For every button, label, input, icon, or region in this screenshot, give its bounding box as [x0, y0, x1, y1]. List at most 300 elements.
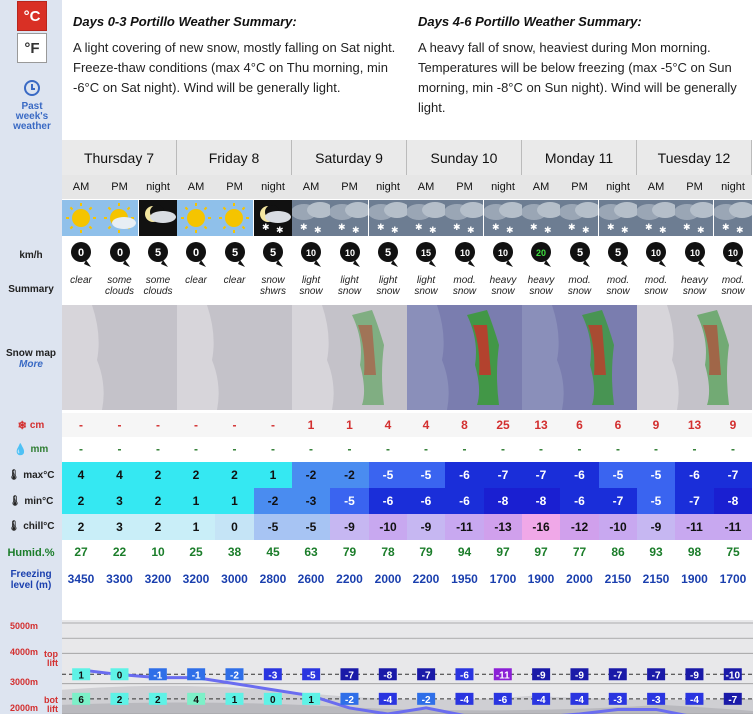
- period-header: PM: [215, 175, 254, 199]
- snow-cm-cell: -: [100, 413, 139, 437]
- max-temp-cell: -7: [522, 462, 560, 488]
- period-header: AM: [62, 175, 100, 199]
- past-weather-link[interactable]: Past week's weather: [13, 101, 51, 132]
- bot-lift-temp-marker-label: 0: [270, 694, 276, 706]
- top-lift-temp-marker-label: -1: [191, 670, 201, 682]
- svg-text:✱: ✱: [377, 222, 385, 232]
- chill-temp-cell: -11: [675, 514, 714, 540]
- day-header: Sunday 10: [407, 140, 522, 175]
- svg-text:✱: ✱: [453, 222, 461, 232]
- rain-mm-cell: -: [675, 437, 714, 461]
- period-header: night: [139, 175, 177, 199]
- max-temp-cell: -5: [637, 462, 675, 488]
- snow-cm-cell: 1: [330, 413, 369, 437]
- bot-lift-temp-marker-label: 1: [308, 694, 314, 706]
- freezing-level-cell: 2200: [407, 567, 445, 591]
- rain-mm-cell: -: [369, 437, 407, 461]
- day-header: Thursday 7: [62, 140, 177, 175]
- top-lift-temp-marker-label: -7: [345, 670, 354, 682]
- wind-speed-badge: [568, 240, 605, 272]
- freezing-level-cell: 2150: [599, 567, 637, 591]
- day-header: Saturday 9: [292, 140, 407, 175]
- bot-lift-temp-marker-label: 2: [155, 694, 161, 706]
- bot-lift-temp-marker-label: 4: [193, 694, 199, 706]
- svg-text:✱: ✱: [262, 222, 270, 232]
- wind-speed-badge: [683, 240, 720, 272]
- rain-mm-cell: -: [714, 437, 752, 461]
- bot-lift-temp-marker-label: -6: [498, 694, 508, 706]
- wind-speed-badge: [261, 240, 298, 272]
- rain-mm-cell: -: [484, 437, 522, 461]
- min-temp-cell: -6: [369, 488, 407, 514]
- top-lift-temp-marker-label: -1: [153, 670, 163, 682]
- svg-text:✱: ✱: [492, 222, 500, 232]
- svg-text:✱: ✱: [276, 225, 284, 235]
- bot-lift-temp-marker-label: -4: [689, 694, 699, 706]
- chill-temp-cell: -12: [560, 514, 599, 540]
- max-temp-cell: -2: [292, 462, 330, 488]
- svg-text:0: 0: [77, 247, 85, 259]
- chill-temp-cell: 2: [62, 514, 100, 540]
- humidity-cell: 79: [330, 540, 369, 564]
- summary-4-6-title: Days 4-6 Portillo Weather Summary:: [418, 14, 642, 29]
- bot-lift-label: bot lift: [44, 695, 58, 714]
- period-header: night: [369, 175, 407, 199]
- chill-temp-cell: -9: [637, 514, 675, 540]
- svg-text:✱: ✱: [683, 222, 691, 232]
- summary-0-3-text: A light covering of new snow, mostly falling on Sat night. Freeze-thaw conditions (max 4°C on Thu morning, min -6°C on Sat night). Wind will be generally light.: [73, 40, 396, 95]
- weather-summary-text: mod. snow: [644, 275, 668, 297]
- svg-text:✱: ✱: [736, 225, 744, 235]
- top-lift-label: top lift: [44, 649, 58, 668]
- wind-speed-badge: [299, 240, 336, 272]
- freezing-level-cell: 2800: [254, 567, 292, 591]
- rain-mm-cell: -: [330, 437, 369, 461]
- snow-map-label: Snow map: [5, 348, 56, 359]
- freezing-level-cell: 2000: [560, 567, 599, 591]
- humidity-cell: 10: [139, 540, 177, 564]
- max-temp-cell: 4: [100, 462, 139, 488]
- chill-temp-cell: -5: [292, 514, 330, 540]
- weather-summary-text: clear: [185, 275, 207, 286]
- max-temp-cell: -6: [675, 462, 714, 488]
- max-temp-cell: 1: [254, 462, 292, 488]
- bot-lift-temp-marker-label: 6: [78, 694, 84, 706]
- svg-text:0: 0: [116, 247, 123, 259]
- wind-speed-badge: [721, 240, 753, 272]
- weather-summary-text: snow shwrs: [259, 275, 287, 297]
- left-sidebar: [0, 0, 62, 714]
- chill-temp-cell: 3: [100, 514, 139, 540]
- wind-speed-badge: [184, 240, 221, 272]
- svg-text:10: 10: [344, 248, 355, 258]
- bot-lift-temp-marker-label: -4: [536, 694, 546, 706]
- top-lift-temp-marker-label: -9: [689, 670, 699, 682]
- weather-summary-text: light snow: [414, 275, 438, 297]
- bot-lift-temp-marker-label: -2: [345, 694, 354, 706]
- period-header: AM: [407, 175, 445, 199]
- max-temp-cell: 2: [139, 462, 177, 488]
- freezing-level-cell: 2150: [637, 567, 675, 591]
- humidity-cell: 78: [369, 540, 407, 564]
- humidity-cell: 79: [407, 540, 445, 564]
- svg-text:✱: ✱: [338, 222, 346, 232]
- sun-icon: [62, 200, 100, 236]
- summary-label: Summary: [8, 284, 54, 295]
- weather-summary-text: clear: [223, 275, 246, 286]
- min-temp-label: 🌡 min°C: [8, 496, 54, 507]
- cloud-snow-icon: [522, 200, 560, 236]
- celsius-button[interactable]: °C: [17, 1, 47, 31]
- humidity-cell: 63: [292, 540, 330, 564]
- svg-text:✱: ✱: [659, 225, 667, 235]
- weather-summary-text: light snow: [299, 275, 323, 297]
- cloud-snow-icon: [599, 200, 637, 236]
- rain-mm-cell: -: [445, 437, 484, 461]
- svg-text:5: 5: [576, 247, 583, 259]
- bot-lift-temp-marker-label: -3: [613, 694, 623, 706]
- max-temp-cell: 2: [215, 462, 254, 488]
- rain-mm-cell: -: [177, 437, 215, 461]
- weather-summary-text: mod. snow: [452, 275, 477, 297]
- weather-summary-text: mod. snow: [606, 275, 630, 297]
- chill-temp-cell: -16: [522, 514, 560, 540]
- weather-summary-text: clear: [70, 275, 92, 286]
- cloud-snow-icon: [675, 200, 714, 236]
- min-temp-cell: -8: [484, 488, 522, 514]
- svg-text:0: 0: [192, 247, 200, 259]
- weather-summary-text: heavy snow: [681, 275, 708, 297]
- cloud-snow-icon: [330, 200, 369, 236]
- weather-summary-text: heavy snow: [489, 275, 517, 297]
- min-temp-cell: -2: [254, 488, 292, 514]
- svg-text:5: 5: [614, 247, 622, 259]
- svg-text:✱: ✱: [530, 222, 538, 232]
- freezing-level-cell: 2200: [330, 567, 369, 591]
- top-lift-temp-marker-label: -7: [613, 670, 623, 682]
- snow-map-tile[interactable]: [177, 305, 292, 410]
- humidity-cell: 45: [254, 540, 292, 564]
- humidity-cell: 22: [100, 540, 139, 564]
- svg-text:✱: ✱: [697, 225, 705, 235]
- svg-text:10: 10: [650, 248, 662, 258]
- svg-text:5: 5: [231, 247, 238, 259]
- freezing-level-cell: 3200: [139, 567, 177, 591]
- min-temp-cell: -6: [407, 488, 445, 514]
- max-temp-cell: -6: [560, 462, 599, 488]
- wind-speed-badge: [338, 240, 375, 272]
- rain-mm-cell: -: [139, 437, 177, 461]
- moon-snow-icon: [254, 200, 292, 236]
- cloud-snow-icon: [714, 200, 752, 236]
- weather-summary-text: light snow: [376, 275, 400, 297]
- cloud-snow-icon: [637, 200, 675, 236]
- svg-text:20: 20: [535, 248, 547, 258]
- wind-speed-badge: [376, 240, 413, 272]
- top-lift-temp-marker-label: -7: [421, 670, 431, 682]
- chill-temp-cell: -9: [407, 514, 445, 540]
- min-temp-cell: -6: [560, 488, 599, 514]
- chart-level-4000: 4000m: [10, 647, 39, 657]
- wind-speed-badge: [644, 240, 681, 272]
- clock-icon[interactable]: [24, 80, 40, 96]
- bot-lift-temp-marker-label: -4: [383, 694, 393, 706]
- humidity-label: Humid.%: [7, 547, 55, 559]
- rain-mm-cell: -: [100, 437, 139, 461]
- top-lift-temp-marker-label: -7: [651, 670, 661, 682]
- svg-text:✱: ✱: [429, 225, 437, 235]
- period-header: night: [254, 175, 292, 199]
- wind-speed-badge: [223, 240, 260, 272]
- min-temp-cell: 2: [62, 488, 100, 514]
- period-header: PM: [560, 175, 599, 199]
- thermometer-icon: 🌡: [8, 496, 22, 507]
- snow-cm-cell: 25: [484, 413, 522, 437]
- svg-text:5: 5: [384, 247, 392, 259]
- snow-cm-label: ❄ cm: [17, 420, 45, 432]
- bot-lift-temp-marker-label: 1: [231, 694, 238, 706]
- rain-mm-cell: -: [407, 437, 445, 461]
- cloud-snow-icon: [484, 200, 522, 236]
- svg-text:5: 5: [269, 247, 277, 259]
- svg-text:10: 10: [727, 248, 739, 258]
- humidity-cell: 27: [62, 540, 100, 564]
- top-lift-temp-marker-label: -5: [306, 670, 316, 682]
- humidity-cell: 97: [484, 540, 522, 564]
- snow-cm-cell: 13: [675, 413, 714, 437]
- snow-map-tile[interactable]: [292, 305, 407, 410]
- rain-mm-cell: -: [254, 437, 292, 461]
- top-lift-temp-marker-label: -8: [383, 670, 393, 682]
- bot-lift-temp-marker-label: -4: [575, 694, 584, 706]
- humidity-cell: 38: [215, 540, 254, 564]
- period-header: PM: [445, 175, 484, 199]
- thermometer-icon: 🌡: [7, 521, 21, 532]
- sun-cloud-icon: [100, 200, 139, 236]
- svg-text:10: 10: [459, 248, 470, 258]
- min-temp-cell: -5: [637, 488, 675, 514]
- freezing-level-cell: 2600: [292, 567, 330, 591]
- snow-cm-cell: 6: [560, 413, 599, 437]
- wind-label: km/h: [19, 250, 43, 261]
- wind-speed-badge: [606, 240, 643, 272]
- top-lift-temp-marker-label: -9: [575, 670, 584, 682]
- freezing-level-cell: 3450: [62, 567, 100, 591]
- chill-temp-cell: -13: [484, 514, 522, 540]
- bot-lift-temp-marker-label: -2: [421, 694, 431, 706]
- cloud-snow-icon: [292, 200, 330, 236]
- min-temp-cell: -5: [330, 488, 369, 514]
- freezing-level-cell: 1900: [522, 567, 560, 591]
- svg-text:10: 10: [497, 248, 509, 258]
- snow-map-tile[interactable]: [62, 305, 177, 410]
- period-header: AM: [637, 175, 675, 199]
- svg-text:✱: ✱: [582, 225, 590, 235]
- max-temp-cell: 2: [177, 462, 215, 488]
- cloud-snow-icon: [560, 200, 599, 236]
- svg-text:10: 10: [689, 248, 700, 258]
- snow-cm-cell: -: [254, 413, 292, 437]
- day-header: Friday 8: [177, 140, 292, 175]
- wind-speed-badge: [491, 240, 528, 272]
- max-temp-cell: -7: [484, 462, 522, 488]
- humidity-cell: 94: [445, 540, 484, 564]
- weather-summary-text: some clouds: [105, 275, 134, 297]
- svg-text:✱: ✱: [722, 222, 730, 232]
- chill-temp-cell: 1: [177, 514, 215, 540]
- snow-cm-cell: 8: [445, 413, 484, 437]
- wind-speed-badge: [108, 240, 145, 272]
- snow-cm-cell: 4: [407, 413, 445, 437]
- fahrenheit-button[interactable]: °F: [17, 33, 47, 63]
- freezing-level-cell: 2000: [369, 567, 407, 591]
- rain-mm-cell: -: [215, 437, 254, 461]
- snow-cm-cell: 6: [599, 413, 637, 437]
- snow-cm-cell: 9: [637, 413, 675, 437]
- cloud-snow-icon: [407, 200, 445, 236]
- snow-map-tile[interactable]: [637, 305, 752, 410]
- weather-summary-text: light snow: [337, 275, 362, 297]
- chill-temp-cell: -11: [714, 514, 752, 540]
- chill-temp-cell: 2: [139, 514, 177, 540]
- svg-text:5: 5: [154, 247, 162, 259]
- freezing-level-cell: 3000: [215, 567, 254, 591]
- snow-map-tile[interactable]: [407, 305, 522, 410]
- top-lift-temp-marker-label: -10: [725, 670, 741, 682]
- min-temp-cell: -3: [292, 488, 330, 514]
- min-temp-cell: -6: [445, 488, 484, 514]
- snow-cm-cell: -: [215, 413, 254, 437]
- period-header: PM: [100, 175, 139, 199]
- max-temp-cell: -5: [599, 462, 637, 488]
- snow-map-more-link[interactable]: More: [19, 359, 43, 370]
- thermometer-icon: 🌡: [7, 470, 21, 481]
- raindrop-icon: 💧: [13, 444, 28, 456]
- svg-text:✱: ✱: [621, 225, 629, 235]
- weather-summary-text: heavy snow: [527, 275, 555, 297]
- min-temp-cell: 3: [100, 488, 139, 514]
- bot-lift-temp-marker-label: 2: [116, 694, 123, 706]
- cloud-snow-icon: [369, 200, 407, 236]
- snow-map-tile[interactable]: [522, 305, 637, 410]
- top-lift-temp-marker-label: -11: [495, 670, 510, 682]
- humidity-cell: 98: [675, 540, 714, 564]
- min-temp-cell: 1: [177, 488, 215, 514]
- bot-lift-temp-marker-label: -3: [651, 694, 661, 706]
- period-header: PM: [675, 175, 714, 199]
- chill-temp-cell: -5: [254, 514, 292, 540]
- svg-text:✱: ✱: [506, 225, 514, 235]
- weather-summary-text: mod. snow: [721, 275, 745, 297]
- rain-mm-cell: -: [637, 437, 675, 461]
- max-temp-cell: -7: [714, 462, 752, 488]
- humidity-cell: 75: [714, 540, 752, 564]
- weather-summary-text: some clouds: [143, 275, 173, 297]
- chill-temp-label: 🌡 chill°C: [7, 521, 55, 532]
- snow-cm-cell: 9: [714, 413, 752, 437]
- humidity-cell: 77: [560, 540, 599, 564]
- svg-text:✱: ✱: [391, 225, 399, 235]
- min-temp-cell: -8: [522, 488, 560, 514]
- max-temp-cell: -5: [407, 462, 445, 488]
- freezing-level-cell: 3200: [177, 567, 215, 591]
- bot-lift-temp-marker-label: -4: [460, 694, 469, 706]
- freezing-level-cell: 3300: [100, 567, 139, 591]
- rain-mm-cell: -: [292, 437, 330, 461]
- svg-text:✱: ✱: [314, 225, 322, 235]
- wind-speed-badge: [69, 240, 106, 272]
- max-temp-cell: 4: [62, 462, 100, 488]
- cloud-snow-icon: [445, 200, 484, 236]
- freezing-level-cell: 1900: [675, 567, 714, 591]
- chill-temp-cell: -11: [445, 514, 484, 540]
- moon-cloud-icon: [139, 200, 177, 236]
- svg-text:✱: ✱: [352, 225, 360, 235]
- min-temp-cell: -7: [599, 488, 637, 514]
- freezing-level-cell: 1700: [484, 567, 522, 591]
- svg-text:✱: ✱: [415, 222, 423, 232]
- summary-4-6-text: A heavy fall of snow, heaviest during Mon morning. Temperatures will be below freezing (max -5°C on Sun morning, min -8°C on Sun night). Wind will be generally light.: [418, 40, 737, 115]
- freezing-level-label: Freezing level (m): [10, 569, 52, 591]
- rain-mm-cell: -: [62, 437, 100, 461]
- freezing-level-chart: [62, 620, 753, 714]
- humidity-cell: 86: [599, 540, 637, 564]
- summary-0-3-title: Days 0-3 Portillo Weather Summary:: [73, 14, 297, 29]
- wind-speed-badge: [529, 240, 566, 272]
- snow-cm-cell: 1: [292, 413, 330, 437]
- min-temp-cell: 2: [139, 488, 177, 514]
- rain-mm-cell: -: [522, 437, 560, 461]
- wind-speed-badge: [453, 240, 490, 272]
- period-header: AM: [522, 175, 560, 199]
- top-lift-temp-marker-label: -6: [460, 670, 469, 682]
- chill-temp-cell: -10: [599, 514, 637, 540]
- svg-text:✱: ✱: [607, 222, 615, 232]
- humidity-cell: 93: [637, 540, 675, 564]
- min-temp-cell: 1: [215, 488, 254, 514]
- period-header: AM: [292, 175, 330, 199]
- rain-mm-cell: -: [560, 437, 599, 461]
- day-header: Tuesday 12: [637, 140, 752, 175]
- svg-text:✱: ✱: [300, 222, 308, 232]
- humidity-cell: 97: [522, 540, 560, 564]
- chill-temp-cell: 0: [215, 514, 254, 540]
- max-temp-cell: -5: [369, 462, 407, 488]
- freezing-level-cell: 1700: [714, 567, 752, 591]
- top-lift-temp-marker-label: 0: [116, 670, 123, 682]
- rain-mm-cell: -: [599, 437, 637, 461]
- wind-speed-badge: [414, 240, 451, 272]
- day-header: Monday 11: [522, 140, 637, 175]
- chart-level-3000: 3000m: [10, 677, 39, 687]
- top-lift-temp-marker-label: -3: [268, 670, 278, 682]
- period-header: AM: [177, 175, 215, 199]
- snow-cm-cell: -: [62, 413, 100, 437]
- chill-temp-cell: -10: [369, 514, 407, 540]
- humidity-cell: 25: [177, 540, 215, 564]
- snow-cm-cell: 13: [522, 413, 560, 437]
- min-temp-cell: -7: [675, 488, 714, 514]
- bot-lift-temp-marker-label: -7: [728, 694, 738, 706]
- svg-text:✱: ✱: [544, 225, 552, 235]
- min-temp-cell: -8: [714, 488, 752, 514]
- chill-temp-cell: -9: [330, 514, 369, 540]
- snow-cm-cell: 4: [369, 413, 407, 437]
- svg-text:✱: ✱: [467, 225, 475, 235]
- period-header: night: [714, 175, 752, 199]
- top-lift-temp-marker-label: -2: [230, 670, 239, 682]
- top-lift-temp-marker-label: -9: [536, 670, 546, 682]
